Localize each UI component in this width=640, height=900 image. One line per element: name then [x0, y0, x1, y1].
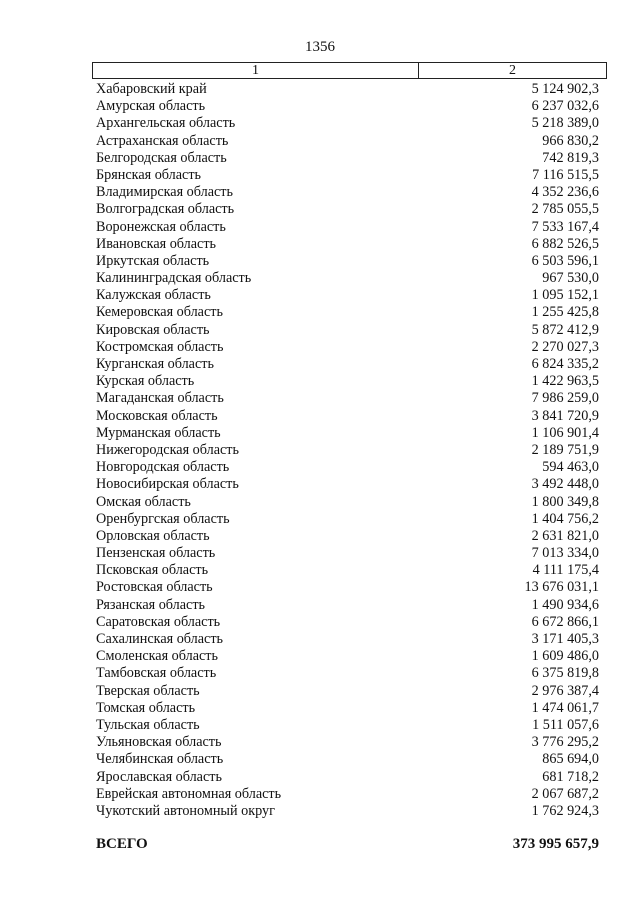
region-value: 1 106 901,4 [531, 424, 599, 441]
region-name: Сахалинская область [96, 631, 224, 647]
table-row [96, 115, 599, 132]
region-value: 3 776 295,2 [531, 734, 599, 751]
region-value: 865 694,0 [542, 751, 599, 768]
region-name: Владимирская область [96, 184, 233, 201]
table-row [96, 648, 599, 665]
table-row [96, 683, 599, 700]
region-name: Смоленская область [96, 648, 218, 665]
table-row [96, 373, 599, 390]
region-value: 1 422 963,5 [531, 373, 599, 390]
region-name: Кемеровская область [96, 304, 223, 321]
region-value: 4 352 236,6 [531, 184, 599, 201]
region-value: 7 533 167,4 [531, 218, 599, 235]
table-row [96, 253, 599, 270]
table-row [96, 528, 599, 545]
total-value: 373 995 657,9 [512, 836, 599, 852]
region-name: Мурманская область [96, 424, 221, 441]
region-value: 2 976 387,4 [531, 682, 599, 699]
region-value: 5 124 902,3 [531, 81, 599, 97]
region-name: Тульская область [96, 716, 200, 733]
table-row [96, 734, 599, 751]
region-value: 7 013 334,0 [531, 545, 599, 562]
table-row [96, 201, 599, 218]
table-row [96, 494, 599, 511]
region-value: 1 255 425,8 [531, 304, 599, 321]
column-header-1: 1 [93, 63, 419, 78]
region-name: Воронежская область [96, 218, 226, 235]
table-row [96, 442, 599, 459]
region-value: 2 189 751,9 [531, 441, 599, 458]
region-name: Ростовская область [96, 579, 213, 596]
table-row [96, 769, 599, 786]
table-row [96, 717, 599, 734]
region-value: 742 819,3 [542, 149, 599, 166]
table-row [96, 545, 599, 562]
region-name: Саратовская область [96, 613, 221, 630]
region-value: 1 474 061,7 [531, 699, 599, 716]
table-row [96, 167, 599, 184]
region-name: Ивановская область [96, 235, 217, 252]
table-row [96, 236, 599, 253]
page-number: 1356 [305, 39, 335, 55]
region-value: 594 463,0 [542, 459, 599, 476]
table-row [96, 390, 599, 407]
region-name: Пензенская область [96, 545, 216, 562]
region-name: Хабаровский край [96, 81, 207, 97]
region-value: 6 882 526,5 [531, 235, 599, 252]
total-label: ВСЕГО [96, 836, 148, 852]
region-name: Архангельская область [96, 115, 236, 132]
table-row [96, 98, 599, 115]
region-name: Костромская область [96, 338, 224, 355]
region-value: 6 375 819,8 [531, 665, 599, 682]
table-row [96, 459, 599, 476]
region-name: Орловская область [96, 527, 210, 544]
region-value: 5 872 412,9 [531, 321, 599, 338]
region-name: Московская область [96, 407, 218, 424]
region-name: Иркутская область [96, 252, 210, 269]
region-value: 4 111 175,4 [532, 562, 599, 579]
region-value: 2 270 027,3 [531, 338, 599, 355]
region-name: Амурская область [96, 98, 206, 115]
region-value: 1 511 057,6 [532, 716, 599, 733]
region-name: Томская область [96, 699, 196, 716]
region-value: 1 490 934,6 [531, 596, 599, 613]
region-name: Белгородская область [96, 149, 227, 166]
table-row [96, 700, 599, 717]
region-value: 966 830,2 [542, 132, 599, 149]
table-row [96, 786, 599, 803]
region-name: Новосибирская область [96, 476, 239, 493]
region-value: 6 237 032,6 [531, 98, 599, 115]
region-value: 1 800 349,8 [531, 493, 599, 510]
table-row [96, 631, 599, 648]
region-name: Тверская область [96, 682, 200, 699]
region-name: Челябинская область [96, 751, 224, 768]
region-value: 681 718,2 [542, 768, 599, 785]
table-row [96, 150, 599, 167]
region-name: Астраханская область [96, 132, 229, 149]
region-name: Омская область [96, 493, 191, 510]
table-row [96, 219, 599, 236]
table-row [96, 597, 599, 614]
table-row [96, 579, 599, 596]
table-row [96, 184, 599, 201]
table-row [96, 408, 599, 425]
table-row [96, 751, 599, 768]
region-name: Кировская область [96, 321, 210, 338]
table-row [96, 81, 599, 98]
region-name: Ульяновская область [96, 734, 222, 751]
region-value: 3 171 405,3 [531, 631, 599, 647]
region-name: Курганская область [96, 356, 214, 372]
region-name: Рязанская область [96, 596, 206, 613]
table-header [92, 62, 607, 79]
table-row [96, 614, 599, 631]
table-row [96, 287, 599, 304]
region-value: 967 530,0 [542, 270, 599, 287]
table-row [96, 665, 599, 682]
region-name: Тамбовская область [96, 665, 217, 682]
table-row [96, 511, 599, 528]
table-row [96, 270, 599, 287]
table-row [96, 803, 599, 820]
region-name: Ярославская область [96, 768, 222, 785]
region-value: 6 672 866,1 [531, 613, 599, 630]
region-value: 3 841 720,9 [531, 407, 599, 424]
region-name: Новгородская область [96, 459, 230, 476]
region-name: Калужская область [96, 287, 211, 304]
region-name: Калининградская область [96, 270, 252, 287]
table-row [96, 476, 599, 493]
region-value: 1 095 152,1 [531, 287, 599, 304]
region-table-body [96, 81, 599, 820]
table-row [96, 356, 599, 373]
table-row [96, 562, 599, 579]
region-name: Брянская область [96, 166, 202, 183]
table-row [96, 133, 599, 150]
region-value: 7 116 515,5 [532, 166, 599, 183]
region-name: Магаданская область [96, 390, 224, 407]
table-row [96, 322, 599, 339]
region-value: 7 986 259,0 [531, 390, 599, 407]
table-row [96, 304, 599, 321]
region-name: Еврейская автономная область [96, 785, 282, 802]
region-name: Курская область [96, 373, 195, 390]
region-value: 6 824 335,2 [531, 356, 599, 372]
region-value: 6 503 596,1 [531, 252, 599, 269]
region-value: 5 218 389,0 [531, 115, 599, 132]
region-value: 2 631 821,0 [531, 527, 599, 544]
region-value: 1 404 756,2 [531, 510, 599, 527]
region-value: 2 785 055,5 [531, 201, 599, 218]
region-value: 1 609 486,0 [531, 648, 599, 665]
total-row [96, 836, 599, 853]
region-value: 2 067 687,2 [531, 785, 599, 802]
region-value: 3 492 448,0 [531, 476, 599, 493]
region-value: 13 676 031,1 [524, 579, 599, 596]
table-row [96, 339, 599, 356]
region-name: Псковская область [96, 562, 209, 579]
region-value: 1 762 924,3 [531, 802, 599, 819]
table-row [96, 425, 599, 442]
region-name: Оренбургская область [96, 510, 230, 527]
column-header-2: 2 [509, 63, 516, 78]
region-name: Волгоградская область [96, 201, 235, 218]
region-name: Нижегородская область [96, 441, 239, 458]
region-name: Чукотский автономный округ [96, 802, 275, 819]
